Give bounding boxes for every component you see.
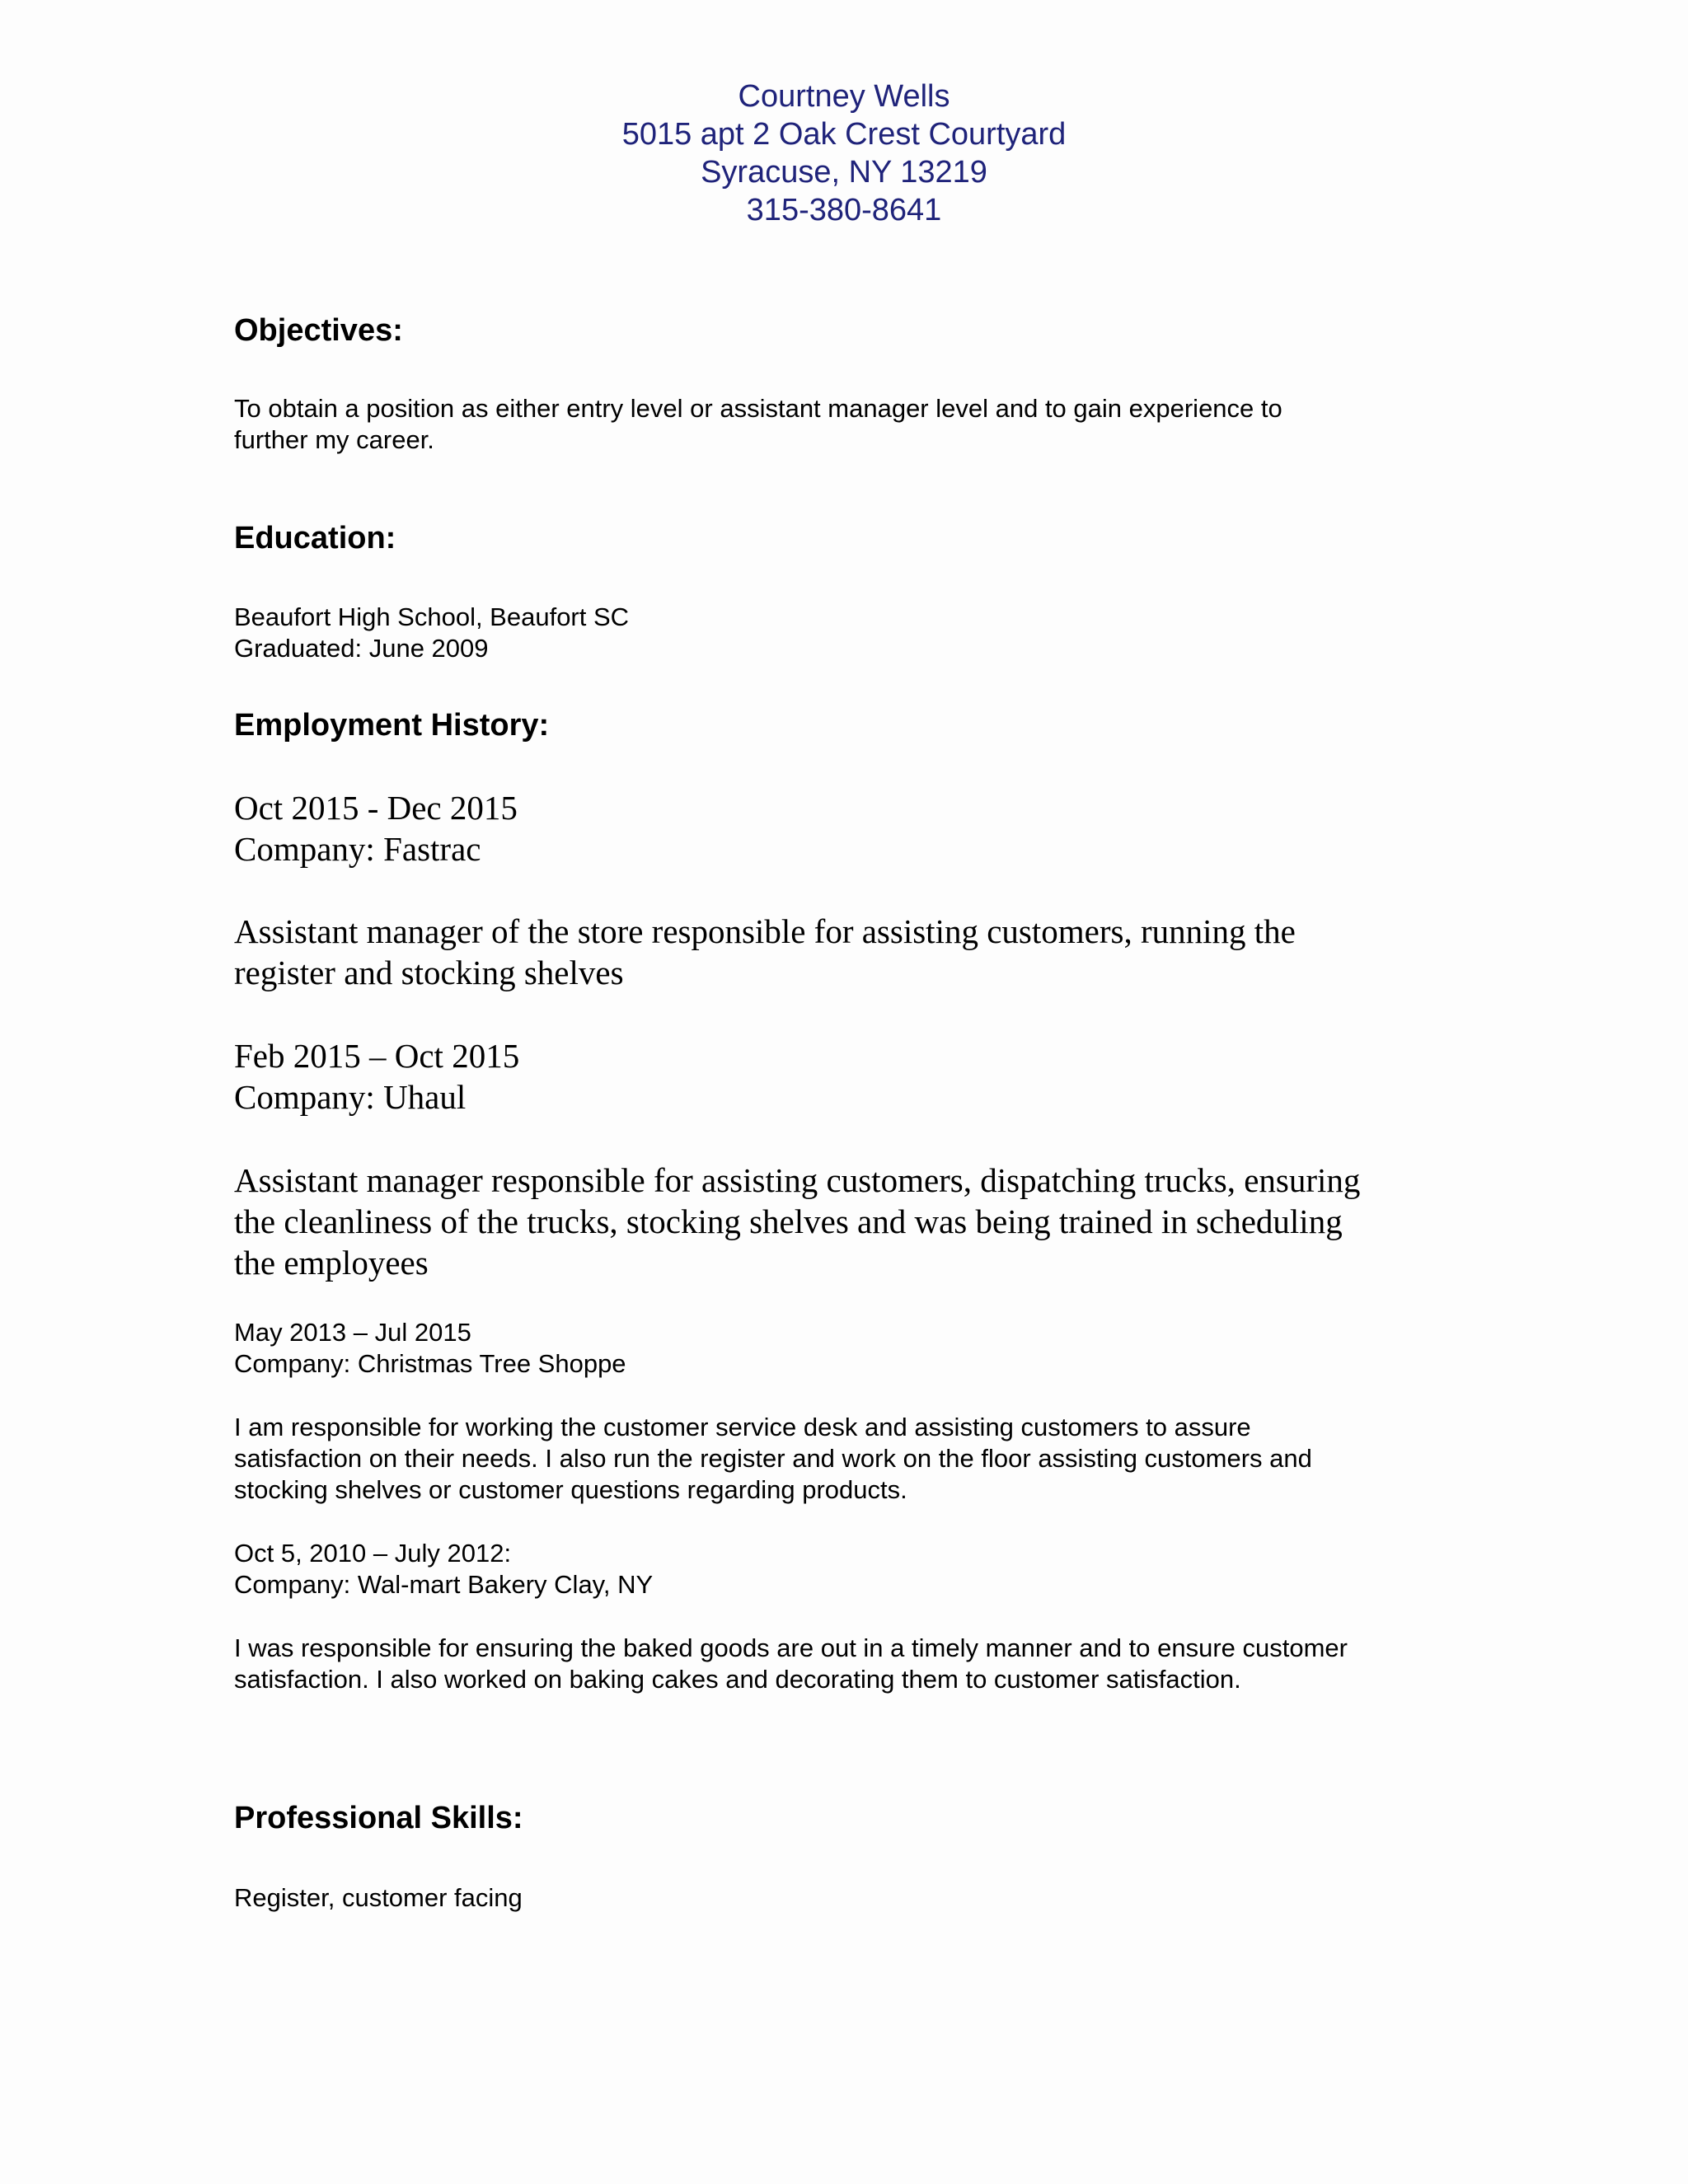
job-dates: Oct 5, 2010 – July 2012:	[234, 1539, 512, 1568]
job-entry-walmart-bakery	[234, 1538, 1454, 1601]
job-description-line: stocking shelves or customer questions regarding products.	[234, 1475, 907, 1504]
skills-text	[234, 1882, 1454, 1914]
job-dates: Feb 2015 – Oct 2015	[234, 1037, 520, 1075]
objectives-text-line: further my career.	[234, 425, 434, 454]
applicant-city-state-zip: Syracuse, NY 13219	[701, 155, 987, 190]
job-description-line: the employees	[234, 1244, 429, 1282]
job-description-fastrac	[234, 911, 1454, 993]
education-details	[234, 602, 1454, 664]
job-description-walmart-bakery	[234, 1633, 1454, 1695]
employment-heading: Employment History:	[234, 708, 550, 743]
job-description-line: Assistant manager of the store responsible for assisting customers, running the	[234, 912, 1296, 950]
job-description-line: Assistant manager responsible for assisting customers, dispatching trucks, ensuring	[234, 1161, 1361, 1199]
applicant-name: Courtney Wells	[738, 79, 950, 114]
job-description-line: I was responsible for ensuring the baked goods are out in a timely manner and to ensure customer	[234, 1633, 1348, 1662]
objectives-text	[234, 393, 1454, 456]
education-school: Beaufort High School, Beaufort SC	[234, 602, 630, 631]
education-heading: Education:	[234, 521, 396, 555]
job-description-line: register and stocking shelves	[234, 954, 624, 991]
job-description-line: I am responsible for working the customer service desk and assisting customers to assure	[234, 1413, 1251, 1441]
job-company: Company: Christmas Tree Shoppe	[234, 1349, 626, 1378]
contact-header	[0, 77, 1688, 229]
job-entry-fastrac	[234, 787, 1454, 869]
job-company: Company: Uhaul	[234, 1078, 467, 1116]
skills-heading: Professional Skills:	[234, 1801, 523, 1835]
job-company: Company: Fastrac	[234, 830, 481, 868]
objectives-heading: Objectives:	[234, 313, 403, 348]
job-description-line: satisfaction. I also worked on baking cakes and decorating them to customer satisfaction.	[234, 1665, 1241, 1694]
job-description-line: satisfaction on their needs. I also run the register and work on the floor assisting customers and	[234, 1444, 1312, 1473]
objectives-text-line: To obtain a position as either entry level or assistant manager level and to gain experience to	[234, 394, 1282, 423]
skills-text-line: Register, customer facing	[234, 1883, 523, 1912]
applicant-phone: 315-380-8641	[746, 193, 942, 227]
applicant-address: 5015 apt 2 Oak Crest Courtyard	[621, 117, 1067, 152]
job-company: Company: Wal-mart Bakery Clay, NY	[234, 1570, 654, 1599]
job-entry-uhaul	[234, 1035, 1454, 1118]
job-entry-christmas-tree-shoppe	[234, 1317, 1454, 1380]
job-description-christmas-tree-shoppe	[234, 1412, 1454, 1506]
job-dates: Oct 2015 - Dec 2015	[234, 789, 518, 827]
job-dates: May 2013 – Jul 2015	[234, 1318, 471, 1347]
education-graduated: Graduated: June 2009	[234, 634, 489, 663]
job-description-uhaul	[234, 1160, 1454, 1283]
job-description-line: the cleanliness of the trucks, stocking shelves and was being trained in scheduling	[234, 1202, 1343, 1240]
